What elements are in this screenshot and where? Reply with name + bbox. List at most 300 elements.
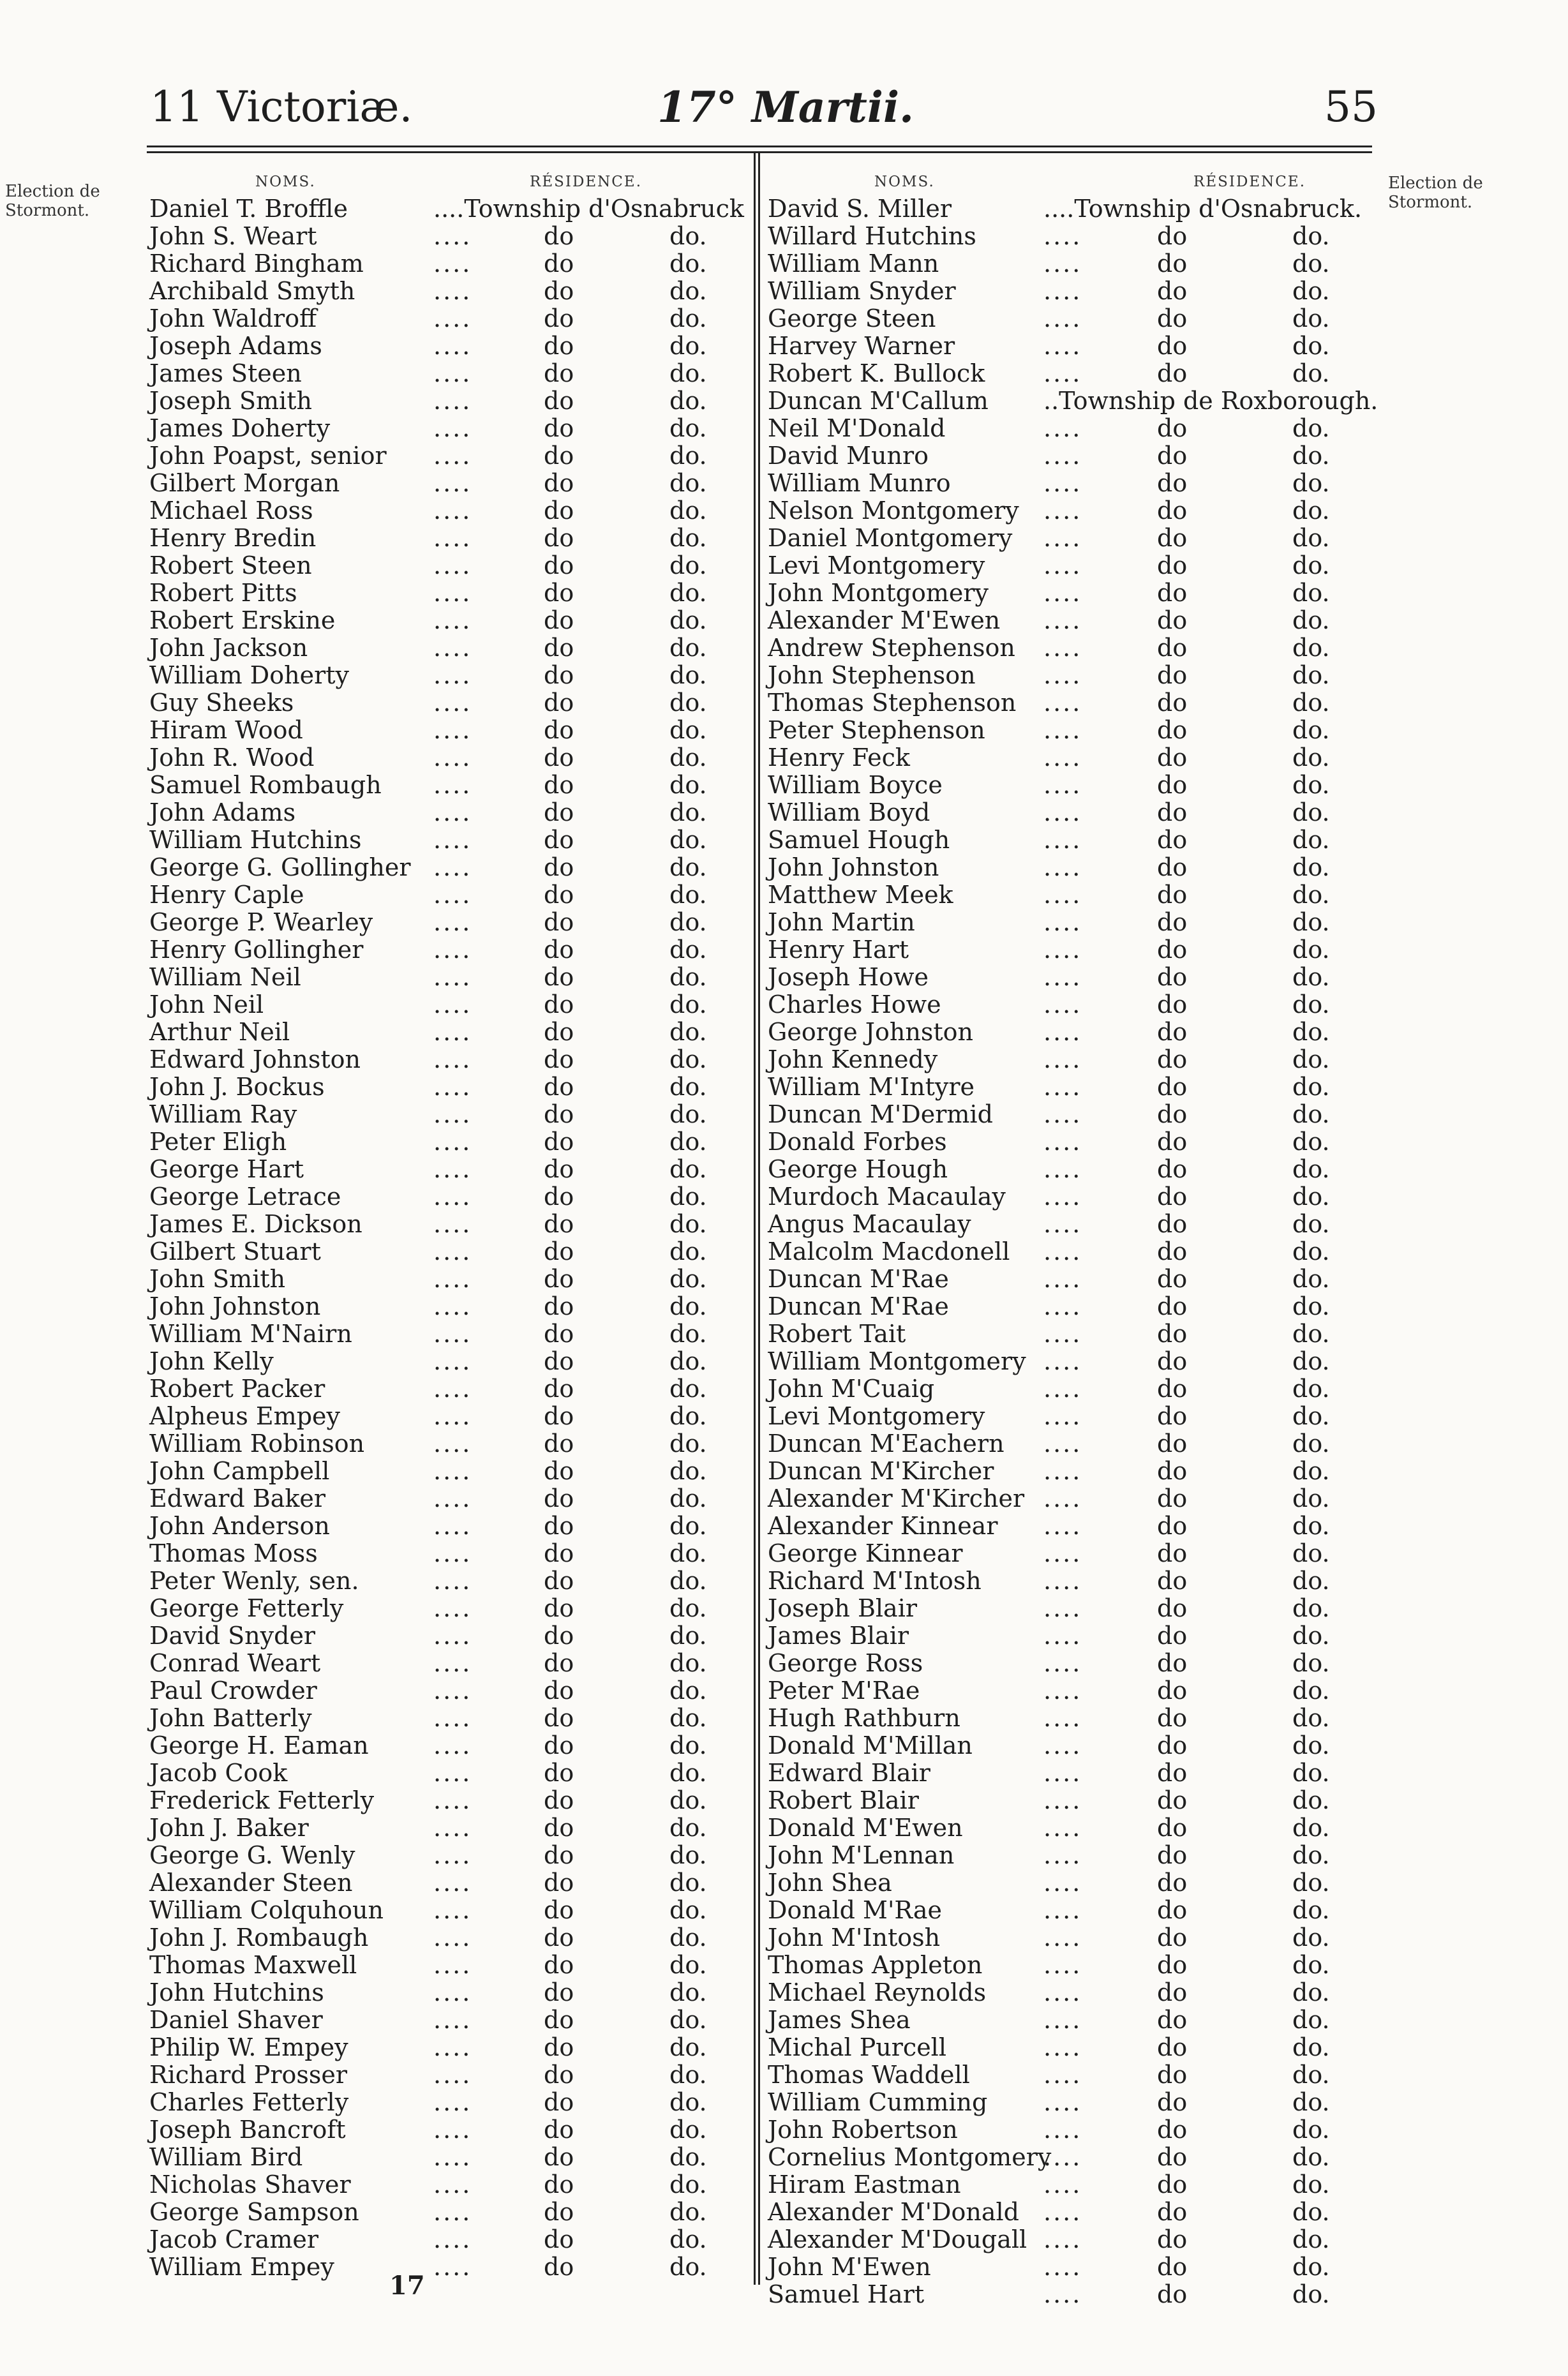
leader-dots: .... (1043, 853, 1082, 881)
voter-row (768, 1540, 1377, 1567)
leader-dots: .... (433, 1786, 472, 1814)
leader-dots: .... (1043, 1622, 1082, 1650)
voter-name: William Munro (768, 469, 951, 497)
leader-dots: .... (1043, 908, 1082, 936)
voter-row (768, 1705, 1377, 1732)
voter-name: George Letrace (149, 1183, 341, 1211)
voter-row (149, 1540, 752, 1567)
ditto-township: do (544, 1622, 574, 1650)
ditto-township: do (1157, 1704, 1188, 1732)
voter-name: Willard Hutchins (768, 222, 976, 250)
voter-row (768, 1183, 1377, 1211)
voter-name: David Snyder (149, 1622, 316, 1650)
ditto-township: do (1157, 634, 1188, 662)
ditto-township: do (544, 1183, 574, 1211)
ditto-place: do. (669, 359, 707, 387)
leader-dots: .... (1043, 1567, 1082, 1595)
leader-dots: .... (433, 1759, 472, 1787)
leader-dots: .... (433, 359, 472, 387)
voter-row (768, 2089, 1377, 2116)
ditto-place: do. (1292, 579, 1330, 607)
leader-dots: .... (1043, 222, 1082, 250)
voter-name: Thomas Maxwell (149, 1951, 357, 1979)
leader-dots: .... (1043, 1073, 1082, 1101)
ditto-place: do. (1292, 1731, 1330, 1760)
left-voter-column (149, 195, 752, 2281)
voter-name: Nicholas Shaver (149, 2171, 351, 2199)
voter-name: William Colquhoun (149, 1896, 384, 1924)
voter-name: Arthur Neil (149, 1018, 290, 1046)
voter-row (768, 2171, 1377, 2199)
leader-dots: .... (1043, 2280, 1082, 2308)
ditto-place: do. (669, 2116, 707, 2144)
leader-dots: .... (433, 2006, 472, 2034)
ditto-township: do (544, 908, 574, 936)
ditto-township: do (544, 1430, 574, 1458)
leader-dots: .... (1043, 277, 1082, 305)
voter-name: Nelson Montgomery (768, 497, 1019, 525)
ditto-place: do. (1292, 414, 1330, 442)
leader-dots: .... (1043, 1677, 1082, 1705)
voter-name: William Cumming (768, 2088, 988, 2116)
ditto-place: do. (1292, 1759, 1330, 1787)
ditto-township: do (544, 1924, 574, 1952)
leader-dots: .... (433, 2088, 472, 2116)
ditto-place: do. (1292, 716, 1330, 744)
ditto-place: do. (1292, 1100, 1330, 1128)
voter-row (149, 332, 752, 360)
voter-row (768, 2006, 1377, 2034)
leader-dots: .... (433, 1978, 472, 2006)
leader-dots: .... (433, 524, 472, 552)
leader-dots: .... (1043, 743, 1082, 772)
ditto-township: do (544, 579, 574, 607)
ditto-place: do. (669, 1594, 707, 1622)
voter-row (768, 1375, 1377, 1403)
leader-dots: .... (433, 1567, 472, 1595)
voter-name: John Stephenson (768, 661, 976, 689)
leader-dots: .... (433, 1402, 472, 1430)
leader-dots: .... (1043, 1814, 1082, 1842)
ditto-township: do (1157, 1237, 1188, 1266)
ditto-township: do (544, 1814, 574, 1842)
leader-dots: .... (1043, 1539, 1082, 1567)
voter-name: George Hough (768, 1155, 948, 1183)
voter-name: Frederick Fetterly (149, 1786, 375, 1814)
voter-name: Samuel Hart (768, 2280, 925, 2308)
ditto-place: do. (669, 1622, 707, 1650)
ditto-township: do (1157, 908, 1188, 936)
leader-dots: .... (1043, 689, 1082, 717)
ditto-township: do (1157, 1759, 1188, 1787)
ditto-township: do (1157, 1347, 1188, 1375)
date-text: 17° Martii. (657, 82, 915, 132)
ditto-place: do. (669, 1567, 707, 1595)
voter-name: James Blair (768, 1622, 909, 1650)
leader-dots: .... (1043, 771, 1082, 799)
voter-name: Edward Blair (768, 1759, 930, 1787)
voter-row (768, 1952, 1377, 1979)
leader-dots: .... (433, 1320, 472, 1348)
voter-row (149, 1869, 752, 1897)
ditto-township: do (544, 2088, 574, 2116)
voter-name: David S. Miller (768, 195, 952, 223)
right-voter-column (768, 195, 1377, 2308)
leader-dots: .... (433, 1430, 472, 1458)
voter-row (768, 1979, 1377, 2006)
leader-dots: .... (433, 689, 472, 717)
leader-dots: .... (433, 304, 472, 332)
leader-dots: .... (433, 853, 472, 881)
running-head-date (657, 75, 914, 139)
voter-row (768, 1567, 1377, 1595)
voter-row (149, 1842, 752, 1869)
ditto-township: do (1157, 332, 1188, 360)
voter-row (149, 964, 752, 991)
voter-name: Michal Purcell (768, 2033, 946, 2061)
voter-row (768, 1019, 1377, 1046)
ditto-township: do (1157, 2198, 1188, 2226)
leader-dots: .... (433, 2253, 472, 2281)
voter-name: Duncan M'Kircher (768, 1457, 994, 1485)
voter-name: Gilbert Morgan (149, 469, 340, 497)
voter-name: John Kennedy (768, 1045, 938, 1073)
leader-dots: .... (1043, 716, 1082, 744)
ditto-place: do. (669, 1210, 707, 1238)
ditto-township: do (544, 1731, 574, 1760)
ditto-place: do. (1292, 853, 1330, 881)
leader-dots: .... (433, 1375, 472, 1403)
voter-row (149, 1403, 752, 1430)
ditto-township: do (1157, 304, 1188, 332)
ditto-place: do. (669, 1677, 707, 1705)
ditto-township: do (1157, 1786, 1188, 1814)
voter-row (149, 1266, 752, 1293)
leader-dots: .... (1043, 798, 1082, 826)
voter-name: Samuel Hough (768, 826, 950, 854)
ditto-place: do. (669, 853, 707, 881)
leader-dots: .... (1043, 963, 1082, 991)
voter-name: William M'Nairn (149, 1320, 352, 1348)
voter-row (149, 1293, 752, 1320)
ditto-place: do. (1292, 2116, 1330, 2144)
leader-dots: .... (433, 2143, 472, 2171)
ditto-place: do. (1292, 798, 1330, 826)
ditto-place: do. (1292, 1896, 1330, 1924)
voter-name: Thomas Appleton (768, 1951, 983, 1979)
leader-dots: .... (433, 414, 472, 442)
voter-name: Henry Gollingher (149, 936, 364, 964)
voter-row (768, 1238, 1377, 1266)
ditto-township: do (1157, 936, 1188, 964)
leader-dots: .... (433, 908, 472, 936)
ditto-place: do. (1292, 1622, 1330, 1650)
leader-dots: .... (1043, 1100, 1082, 1128)
voter-name: William Boyd (768, 798, 930, 826)
voter-row (149, 1595, 752, 1622)
ditto-place: do. (1292, 1704, 1330, 1732)
voter-name: Robert Steen (149, 551, 312, 579)
leader-dots: .... (433, 1210, 472, 1238)
leader-dots: .... (1043, 881, 1082, 909)
voter-name: Richard Prosser (149, 2061, 348, 2089)
voter-row (768, 552, 1377, 579)
voter-row (149, 278, 752, 305)
voter-name: Jacob Cook (149, 1759, 288, 1787)
ditto-township: do (544, 277, 574, 305)
ditto-place: do. (669, 2088, 707, 2116)
voter-name: John Johnston (149, 1292, 321, 1320)
voter-row (149, 1760, 752, 1787)
ditto-township: do (544, 1018, 574, 1046)
voter-name: Angus Macaulay (768, 1210, 971, 1238)
voter-name: William Bird (149, 2143, 303, 2171)
voter-name: Conrad Weart (149, 1649, 321, 1677)
ditto-township: do (1157, 469, 1188, 497)
ditto-township: do (1157, 1594, 1188, 1622)
voter-row (768, 1046, 1377, 1073)
ditto-place: do. (1292, 826, 1330, 854)
ditto-township: do (1157, 414, 1188, 442)
ditto-place: do. (669, 442, 707, 470)
ditto-township: do (544, 1677, 574, 1705)
voter-row (768, 2061, 1377, 2089)
left-names-heading: NOMS. (255, 174, 316, 190)
ditto-place: do. (669, 414, 707, 442)
voter-name: Duncan M'Rae (768, 1292, 949, 1320)
ditto-township: do (1157, 277, 1188, 305)
leader-dots: .... (1043, 359, 1082, 387)
ditto-place: do. (669, 579, 707, 607)
ditto-township: do (1157, 1183, 1188, 1211)
leader-dots: .... (433, 469, 472, 497)
voter-row (149, 1073, 752, 1101)
ditto-place: do. (669, 2198, 707, 2226)
ditto-place: do. (669, 1649, 707, 1677)
voter-row (768, 470, 1377, 497)
ditto-place: do. (1292, 2253, 1330, 2281)
ditto-township: do (1157, 1375, 1188, 1403)
voter-row (768, 1320, 1377, 1348)
voter-row (149, 744, 752, 772)
voter-name: Charles Howe (768, 990, 941, 1019)
ditto-township: do (544, 1375, 574, 1403)
leader-dots: .... (433, 743, 472, 772)
leader-dots: .... (433, 1704, 472, 1732)
voter-name: Richard Bingham (149, 250, 364, 278)
ditto-place: do. (669, 1841, 707, 1869)
ditto-township: do (1157, 1292, 1188, 1320)
ditto-township: do (1157, 1896, 1188, 1924)
voter-row (149, 470, 752, 497)
voter-row (768, 497, 1377, 525)
leader-dots: .... (1043, 1512, 1082, 1540)
ditto-township: do (544, 332, 574, 360)
ditto-place: do. (669, 497, 707, 525)
ditto-township: do (544, 716, 574, 744)
leader-dots: .... (433, 1951, 472, 1979)
voter-name: Samuel Rombaugh (149, 771, 382, 799)
voter-name: George Hart (149, 1155, 304, 1183)
leader-dots: .... (433, 1539, 472, 1567)
ditto-place: do. (669, 1347, 707, 1375)
ditto-township: do (544, 1320, 574, 1348)
ditto-township: do (544, 222, 574, 250)
ditto-township: do (544, 1759, 574, 1787)
voter-row (768, 1211, 1377, 1238)
voter-row (768, 2199, 1377, 2226)
leader-dots: .... (433, 1045, 472, 1073)
voter-name: John M'Intosh (768, 1924, 941, 1952)
voter-name: Robert Pitts (149, 579, 297, 607)
voter-row (768, 1128, 1377, 1156)
ditto-place: do. (1292, 634, 1330, 662)
voter-name: Henry Caple (149, 881, 304, 909)
voter-row (768, 662, 1377, 689)
ditto-place: do. (1292, 2171, 1330, 2199)
ditto-township: do (544, 1347, 574, 1375)
ditto-place: do. (1292, 1567, 1330, 1595)
ditto-township: do (544, 1484, 574, 1513)
ditto-place: do. (1292, 1924, 1330, 1952)
ditto-place: do. (669, 1073, 707, 1101)
voter-name: George Johnston (768, 1018, 973, 1046)
voter-name: John Campbell (149, 1457, 330, 1485)
leader-dots: .... (1043, 990, 1082, 1019)
ditto-township: do (1157, 359, 1188, 387)
voter-name: John M'Ewen (768, 2253, 931, 2281)
ditto-township: do (544, 661, 574, 689)
ditto-place: do. (669, 798, 707, 826)
leader-dots: .... (433, 2116, 472, 2144)
voter-row (768, 689, 1377, 717)
ditto-township: do (544, 1896, 574, 1924)
voter-name: Duncan M'Dermid (768, 1100, 993, 1128)
ditto-place: do. (1292, 689, 1330, 717)
right-residence-heading: RÉSIDENCE. (1193, 174, 1306, 190)
voter-row (149, 2006, 752, 2034)
right-names-heading: NOMS. (874, 174, 935, 190)
voter-name: William Snyder (768, 277, 956, 305)
ditto-place: do. (669, 908, 707, 936)
voter-name: James E. Dickson (149, 1210, 362, 1238)
ditto-township: do (1157, 1100, 1188, 1128)
voter-row (149, 305, 752, 332)
voter-row (768, 991, 1377, 1019)
ditto-place: do. (1292, 1320, 1330, 1348)
ditto-township: do (544, 1869, 574, 1897)
ditto-place: do. (669, 1759, 707, 1787)
voter-name: John Shea (768, 1869, 892, 1897)
ditto-township: do (1157, 1841, 1188, 1869)
voter-name: Michael Ross (149, 497, 313, 525)
ditto-place: do. (669, 990, 707, 1019)
voter-row (149, 2116, 752, 2144)
ditto-township: do (544, 1155, 574, 1183)
ditto-township: do (544, 1402, 574, 1430)
voter-row (149, 552, 752, 579)
voter-row (768, 1814, 1377, 1842)
ditto-place: do. (1292, 2088, 1330, 2116)
ditto-place: do. (669, 277, 707, 305)
voter-row (768, 964, 1377, 991)
ditto-place: do. (669, 1292, 707, 1320)
leader-dots: .... (433, 2225, 472, 2253)
ditto-place: do. (1292, 1237, 1330, 1266)
ditto-place: do. (1292, 2198, 1330, 2226)
ditto-township: do (1157, 826, 1188, 854)
ditto-place: do. (1292, 551, 1330, 579)
voter-name: John Robertson (768, 2116, 958, 2144)
leader-dots: .... (1043, 1457, 1082, 1485)
voter-name: George Kinnear (768, 1539, 963, 1567)
leader-dots: .... (1043, 1183, 1082, 1211)
leader-dots: .... (1043, 1759, 1082, 1787)
ditto-township: do (1157, 1045, 1188, 1073)
ditto-place: do. (1292, 661, 1330, 689)
ditto-place: do. (669, 1375, 707, 1403)
voter-row (149, 1156, 752, 1183)
voter-name: James Steen (149, 359, 302, 387)
voter-row (768, 1513, 1377, 1540)
ditto-place: do. (1292, 1128, 1330, 1156)
voter-row (149, 1732, 752, 1760)
voter-row (149, 1430, 752, 1458)
ditto-place: do. (669, 963, 707, 991)
voter-name: George Sampson (149, 2198, 359, 2226)
ditto-township: do (1157, 1978, 1188, 2006)
voter-name: Henry Bredin (149, 524, 317, 552)
ditto-place: do. (1292, 2143, 1330, 2171)
leader-dots: .... (433, 606, 472, 634)
voter-row (149, 826, 752, 854)
leader-dots: .... (1043, 579, 1082, 607)
voter-row (768, 2253, 1377, 2281)
voter-name: John Kelly (149, 1347, 274, 1375)
ditto-township: do (544, 1073, 574, 1101)
ditto-place: do. (1292, 222, 1330, 250)
leader-dots: .... (1043, 1951, 1082, 1979)
ditto-township: do (544, 551, 574, 579)
ditto-township: do (544, 1649, 574, 1677)
ditto-place: do. (1292, 442, 1330, 470)
ditto-place: do. (669, 634, 707, 662)
voter-name: Alexander Steen (149, 1869, 353, 1897)
ditto-place: do. (669, 716, 707, 744)
ditto-township: do (1157, 743, 1188, 772)
ditto-place: do. (1292, 332, 1330, 360)
voter-name: Joseph Adams (149, 332, 322, 360)
voter-name: Edward Baker (149, 1484, 326, 1513)
leader-dots: .... (433, 963, 472, 991)
ditto-township: do (1157, 661, 1188, 689)
leader-dots: .... (433, 661, 472, 689)
ditto-township: do (544, 1237, 574, 1266)
ditto-place: do. (1292, 1484, 1330, 1513)
voter-name: John Anderson (149, 1512, 330, 1540)
voter-row (149, 579, 752, 607)
leader-dots: .... (433, 1457, 472, 1485)
ditto-township: do (544, 2116, 574, 2144)
voter-name: Gilbert Stuart (149, 1237, 321, 1266)
voter-row (768, 1595, 1377, 1622)
ditto-place: do. (669, 1183, 707, 1211)
leader-dots: .... (1043, 1430, 1082, 1458)
voter-row (768, 223, 1377, 250)
ditto-township: do (1157, 606, 1188, 634)
ditto-place: do. (669, 743, 707, 772)
voter-name: George H. Eaman (149, 1731, 369, 1760)
